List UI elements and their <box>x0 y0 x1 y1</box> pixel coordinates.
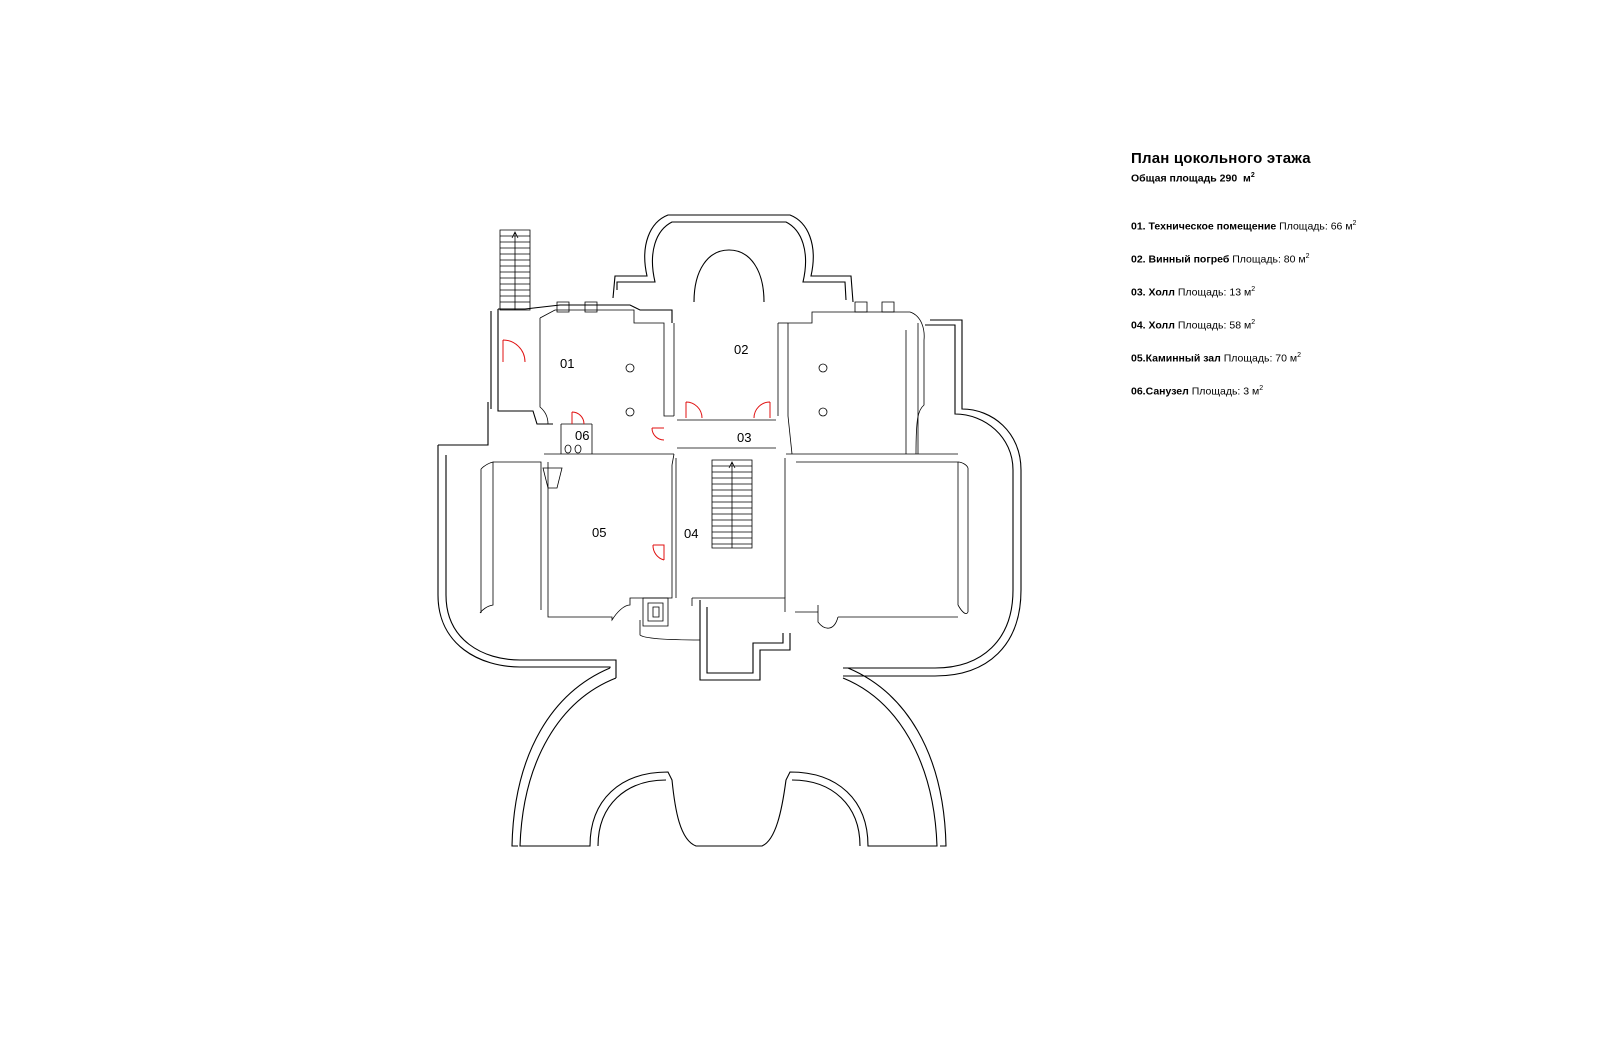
plan-legend <box>1131 150 1571 418</box>
room-area-unit-exp: 2 <box>1259 384 1264 392</box>
room-list-item <box>1131 286 1571 319</box>
room-code: 04. <box>1131 319 1146 331</box>
room-area-unit-exp: 2 <box>1352 219 1357 227</box>
room-name: Каминный зал <box>1145 352 1221 364</box>
room-area-unit: м <box>1289 352 1298 364</box>
total-area-label: Общая площадь 290 <box>1131 172 1238 185</box>
stairs <box>500 230 752 548</box>
room-code: 03. <box>1131 286 1146 298</box>
room-area: Площадь: 80 <box>1232 253 1296 265</box>
room-number-01: 01 <box>560 356 575 371</box>
room-name: Холл <box>1148 286 1175 298</box>
total-area <box>1131 172 1571 185</box>
room-area-unit: м <box>1243 319 1252 331</box>
interior-walls <box>480 302 968 640</box>
room-name: Техническое помещение <box>1148 220 1277 232</box>
room-list-item <box>1131 352 1571 385</box>
room-name: Холл <box>1148 319 1175 331</box>
room-name: Санузел <box>1145 385 1189 397</box>
room-number-05: 05 <box>592 525 607 540</box>
doors <box>503 340 770 560</box>
room-area: Площадь: 3 <box>1191 385 1250 397</box>
room-list <box>1131 220 1571 418</box>
room-code: 06. <box>1131 385 1146 397</box>
room-area-unit-exp: 2 <box>1251 318 1256 326</box>
room-area-unit: м <box>1298 253 1306 265</box>
room-area-unit-exp: 2 <box>1297 351 1302 359</box>
room-number-04: 04 <box>684 526 699 541</box>
total-area-unit: м <box>1243 172 1251 185</box>
plan-title: План цокольного этажа <box>1131 150 1311 167</box>
room-area: Площадь: 66 <box>1279 220 1343 232</box>
room-code: 01. <box>1131 220 1146 232</box>
room-number-02: 02 <box>734 342 749 357</box>
room-area: Площадь: 13 <box>1177 286 1242 298</box>
room-list-item <box>1131 253 1571 286</box>
room-area-unit: м <box>1252 385 1260 397</box>
room-name: Винный погреб <box>1148 253 1230 265</box>
room-list-item <box>1131 220 1571 253</box>
room-area-unit-exp: 2 <box>1251 285 1256 293</box>
room-area-unit: м <box>1345 220 1353 232</box>
room-area: Площадь: 58 <box>1177 319 1242 331</box>
room-area-unit: м <box>1243 286 1252 298</box>
room-area: Площадь: 70 <box>1223 352 1287 364</box>
room-list-item <box>1131 385 1571 418</box>
room-list-item <box>1131 319 1571 352</box>
room-numbers <box>560 342 751 541</box>
room-area-unit-exp: 2 <box>1305 252 1310 260</box>
room-code: 05. <box>1131 352 1146 364</box>
room-code: 02. <box>1131 253 1146 265</box>
room-number-03: 03 <box>737 430 752 445</box>
total-area-unit-exp: 2 <box>1250 172 1255 179</box>
room-number-06: 06 <box>575 428 590 443</box>
